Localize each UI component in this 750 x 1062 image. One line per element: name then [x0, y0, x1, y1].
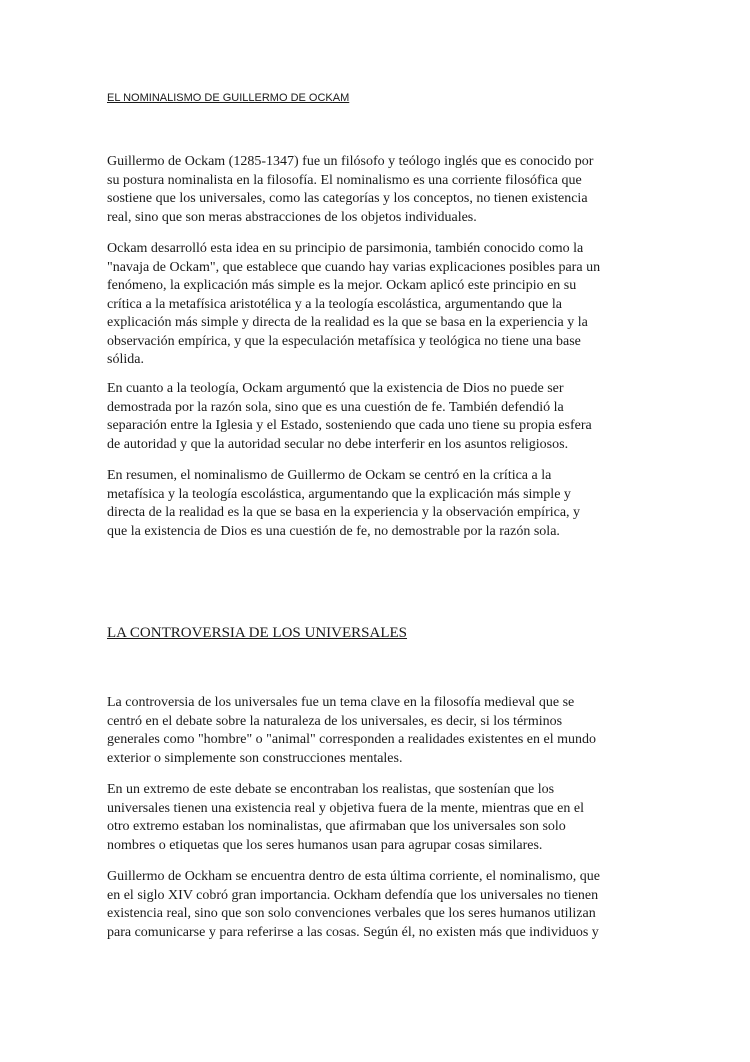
text-line: generales como "hombre" o "animal" corresponden a realidades existentes en el mundo [107, 732, 596, 747]
text-line: nombres o etiquetas que los seres humanos usan para agrupar cosas similares. [107, 837, 543, 853]
section-1-paragraph-1 [107, 153, 652, 227]
text-line: demostrada por la razón sola, sino que es una cuestión de fe. También defendió la [107, 399, 564, 415]
text-line: metafísica y la teología escolástica, argumentando que la explicación más simple y [107, 486, 571, 502]
text-line: crítica a la metafísica aristotélica y a la teología escolástica, argumentando que la [107, 296, 562, 312]
text-line: En un extremo de este debate se encontraban los realistas, que sostenían que los [107, 782, 555, 797]
text-line: su postura nominalista en la filosofía. El nominalismo es una corriente filosófica que [107, 172, 582, 188]
text-line: universales tienen una existencia real y objetiva fuera de la mente, mientras que en el [107, 800, 584, 816]
section-2-paragraph-1 [107, 694, 652, 768]
text-line: que la existencia de Dios es una cuestión de fe, no demostrable por la razón sola. [107, 523, 560, 539]
text-line: En resumen, el nominalismo de Guillermo de Ockam se centró en la crítica a la [107, 468, 552, 483]
text-line: para comunicarse y para referirse a las cosas. Según él, no existen más que individuos y [107, 924, 599, 940]
text-line: existencia real, sino que son solo convenciones verbales que los seres humanos utilizan [107, 906, 596, 921]
text-line: Guillermo de Ockham se encuentra dentro de esta última corriente, el nominalismo, que [107, 869, 600, 884]
text-line: Guillermo de Ockam (1285-1347) fue un filósofo y teólogo inglés que es conocido por [107, 154, 594, 169]
text-line: de autoridad y que la autoridad secular no debe interferir en los asuntos religiosos. [107, 436, 569, 452]
text-line: real, sino que son meras abstracciones de los objetos individuales. [107, 209, 477, 225]
text-line: La controversia de los universales fue un tema clave en la filosofía medieval que se [107, 695, 575, 710]
text-line: otro extremo estaban los nominalistas, que afirmaban que los universales son solo [107, 819, 566, 834]
text-line: fenómeno, la explicación más simple es la mejor. Ockam aplicó este principio en su [107, 278, 577, 293]
section-1-paragraph-2 [107, 240, 652, 370]
text-line: en el siglo XIV cobró gran importancia. Ockham defendía que los universales no tienen [107, 887, 599, 903]
section-2-paragraph-3 [107, 868, 652, 942]
text-line: "navaja de Ockam", que establece que cuando hay varias explicaciones posibles para un [107, 259, 601, 275]
section-2-title: LA CONTROVERSIA DE LOS UNIVERSALES [107, 625, 408, 641]
text-line: sostiene que los universales, como las categorías y los conceptos, no tienen existencia [107, 191, 588, 206]
text-line: centró en el debate sobre la naturaleza de los universales, es decir, si los términos [107, 713, 563, 729]
text-line: En cuanto a la teología, Ockam argumentó que la existencia de Dios no puede ser [107, 381, 564, 396]
text-line: exterior o simplemente son construcciones mentales. [107, 750, 403, 766]
text-line: directa de la realidad es la que se basa en la experiencia y la observación empírica, y [107, 505, 581, 520]
text-line: explicación más simple y directa de la realidad es la que se basa en la experiencia y la [107, 315, 588, 330]
text-line: observación empírica, y que la especulación metafísica y teológica no tiene una base [107, 333, 581, 349]
text-line: sólida. [107, 352, 144, 367]
section-1-title: EL NOMINALISMO DE GUILLERMO DE OCKAM [107, 92, 350, 104]
text-line: separación entre la Iglesia y el Estado, sosteniendo que cada uno tiene su propia esfera [107, 418, 592, 433]
section-1-paragraph-3 [107, 380, 652, 454]
text-line: Ockam desarrolló esta idea en su principio de parsimonia, también conocido como la [107, 241, 584, 256]
section-1-paragraph-4 [107, 467, 652, 541]
section-2-paragraph-2 [107, 781, 652, 855]
